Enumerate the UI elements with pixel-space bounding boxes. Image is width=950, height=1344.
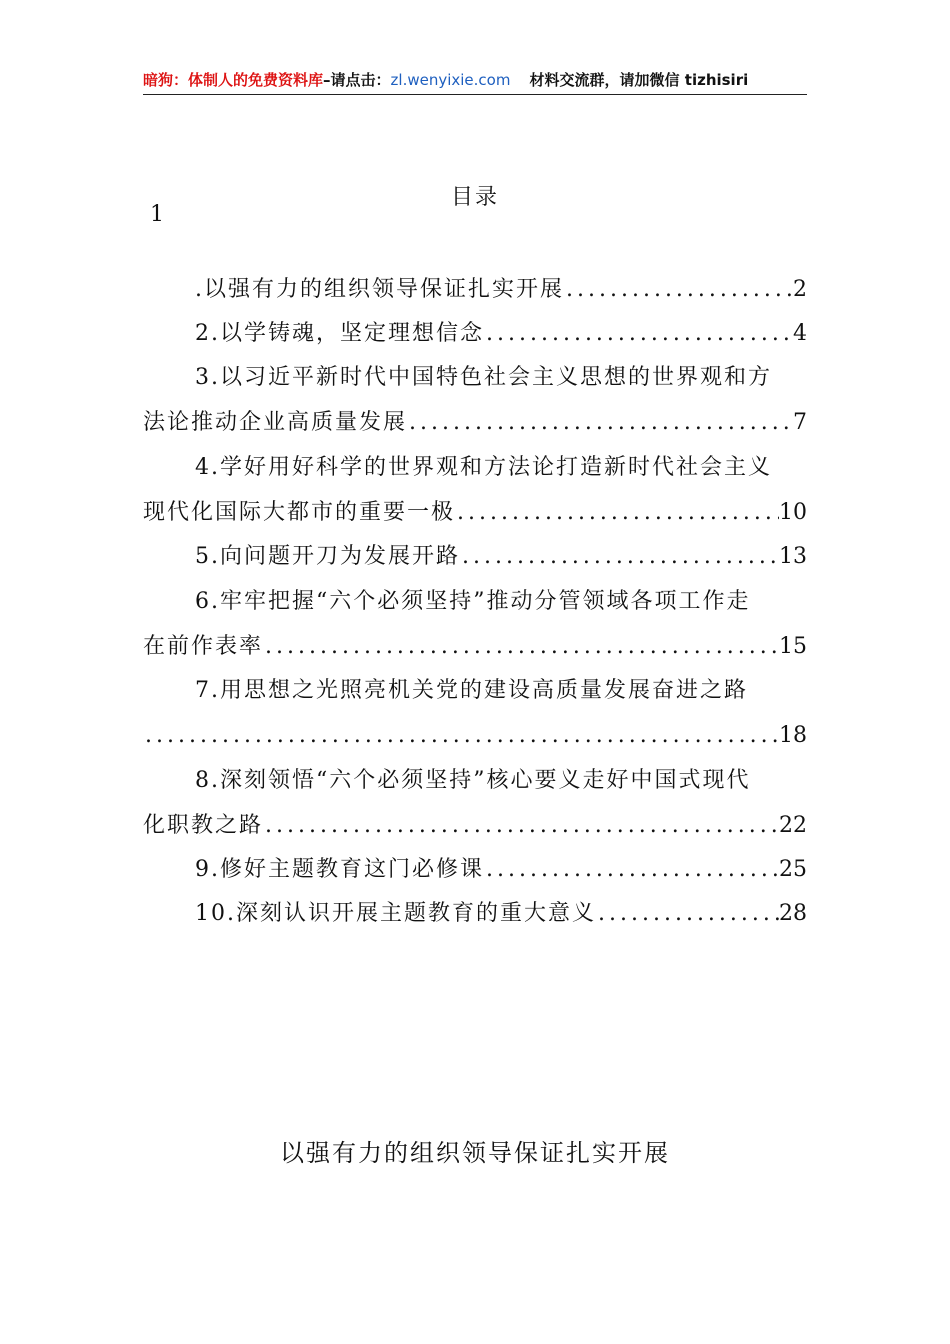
toc-entry-page: 2 [793, 277, 807, 302]
toc-entry-page: 25 [779, 857, 807, 882]
toc-entry-page: 18 [779, 723, 807, 748]
toc-entry-10[interactable] [143, 894, 807, 934]
toc-entry-text-cont: 法论推动企业高质量发展 [143, 410, 408, 435]
toc-entry-text: 6.牢牢把握“六个必须坚持”推动分管领域各项工作走 [195, 589, 751, 614]
header-url-link[interactable]: zl.wenyixie.com [390, 71, 511, 89]
toc-leader [598, 894, 779, 934]
toc-entry-text: 8.深刻领悟“六个必须坚持”核心要义走好中国式现代 [195, 768, 751, 793]
toc-entry-text: 4.学好用好科学的世界观和方法论打造新时代社会主义 [195, 455, 772, 480]
toc-entry-page: 10 [779, 500, 807, 525]
toc-entry-6[interactable] [143, 582, 807, 667]
toc-entry-1[interactable] [143, 270, 807, 310]
toc-entry-page: 4 [793, 321, 807, 346]
toc-leader [486, 314, 793, 354]
toc-leader [457, 493, 779, 533]
toc-entry-page: 28 [779, 901, 807, 926]
toc-entry-text: 3.以习近平新时代中国特色社会主义思想的世界观和方 [195, 365, 772, 390]
toc-entry-4[interactable] [143, 448, 807, 533]
toc-entry-page: 7 [793, 410, 807, 435]
toc-entry-3[interactable] [143, 358, 807, 443]
toc-entry-page: 22 [779, 813, 807, 838]
toc-entry-text-cont: 化职教之路 [143, 813, 264, 838]
toc-leader [265, 806, 779, 846]
toc-leader [462, 537, 779, 577]
toc-leader [486, 850, 779, 890]
toc-entry-page: 13 [779, 544, 807, 569]
toc-entry-text: 2.以学铸魂，坚定理想信念 [195, 321, 484, 346]
toc-entry-text: 9.修好主题教育这门必修课 [195, 857, 484, 882]
toc-leader [145, 716, 779, 756]
toc-entry-text: 5.向问题开刀为发展开路 [195, 544, 460, 569]
section-heading: 以强有力的组织领导保证扎实开展 [280, 1139, 670, 1167]
toc-entry-5[interactable] [143, 537, 807, 577]
header-contact: 材料交流群，请加微信 tizhisiri [529, 71, 749, 89]
header-prompt: –请点击： [323, 71, 391, 89]
toc-entry-text-cont: 在前作表率 [143, 634, 264, 659]
toc-entry-text: .以强有力的组织领导保证扎实开展 [195, 277, 564, 302]
page-header [143, 66, 807, 95]
toc-leader [409, 403, 793, 443]
toc-leader [265, 627, 779, 667]
toc-entry-text: 7.用思想之光照亮机关党的建设高质量发展奋进之路 [195, 678, 748, 703]
toc-entry-2[interactable] [143, 314, 807, 354]
toc-entry-text: 10.深刻认识开展主题教育的重大意义 [195, 901, 596, 926]
toc-leader [566, 270, 793, 310]
toc-entry-9[interactable] [143, 850, 807, 890]
header-brand: 暗狗：体制人的免费资料库 [143, 71, 324, 89]
toc-entry-text-cont: 现代化国际大都市的重要一极 [143, 500, 456, 525]
toc-entry-8[interactable] [143, 761, 807, 846]
toc-entry-page: 15 [779, 634, 807, 659]
toc-title: 目录 [450, 185, 499, 210]
toc-page-number: 1 [150, 202, 164, 227]
toc-entry-7[interactable] [143, 671, 807, 756]
